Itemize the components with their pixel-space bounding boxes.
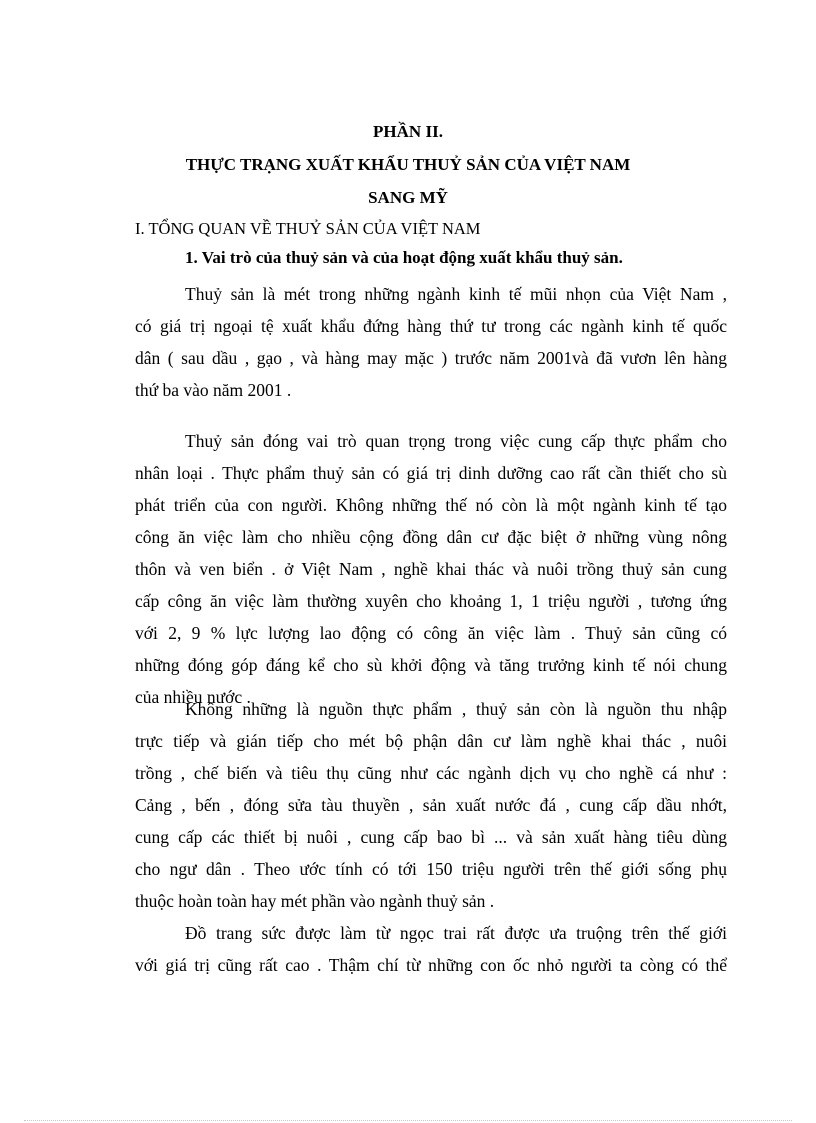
paragraph-line: trực tiếp và gián tiếp cho mét bộ phận dân cư làm nghề khai thác , nuôi (135, 731, 727, 751)
paragraph-1 (135, 278, 727, 406)
paragraph-line: với giá trị cũng rất cao . Thậm chí từ những con ốc nhỏ người ta còng có thể (135, 955, 727, 975)
paragraph-line: phát triển của con người. Không những thế nó còn là một ngành kinh tế tạo (135, 495, 727, 515)
paragraph-line: thuộc hoàn toàn hay mét phần vào ngành thuỷ sản . (135, 891, 495, 911)
paragraph-line: có giá trị ngoại tệ xuất khẩu đứng hàng thứ tư trong các ngành kinh tế quốc (135, 316, 727, 336)
paragraph-line: của nhiều nước . (135, 687, 251, 707)
paragraph-line: dân ( sau dầu , gạo , và hàng may mặc ) trước năm 2001và đã vươn lên hàng (135, 348, 727, 368)
paragraph-line: công ăn việc làm cho nhiều cộng đồng dân cư đặc biệt ở những vùng nông (135, 527, 727, 547)
paragraph-line: Thuỷ sản là mét trong những ngành kinh tế mũi nhọn của Việt Nam , (185, 284, 727, 304)
paragraph-line: thứ ba vào năm 2001 . (135, 380, 292, 400)
paragraph-2 (135, 425, 727, 713)
paragraph-line: Không những là nguồn thực phẩm , thuỷ sản còn là nguồn thu nhập (185, 699, 727, 719)
paragraph-line: Cảng , bến , đóng sửa tàu thuyền , sản xuất nước đá , cung cấp dầu nhớt, (135, 795, 727, 815)
section-title: I. TỔNG QUAN VỀ THUỶ SẢN CỦA VIỆT NAM (135, 219, 481, 238)
paragraph-line: cho ngư dân . Theo ước tính có tới 150 triệu người trên thế giới sống phụ (135, 859, 727, 879)
paragraph-line: thôn và ven biển . ở Việt Nam , nghề khai thác và nuôi trồng thuỷ sản cung (135, 559, 727, 579)
paragraph-3 (135, 693, 727, 917)
paragraph-line: những đóng góp đáng kể cho sù khởi động và tăng trưởng kinh tế nói chung (135, 655, 727, 675)
chapter-title-line-1: THỰC TRẠNG XUẤT KHẨU THUỶ SẢN CỦA VIỆT NAM (185, 155, 631, 174)
page-bottom-divider (24, 1120, 792, 1121)
subsection-title: 1. Vai trò của thuỷ sản và của hoạt động xuất khẩu thuỷ sản. (185, 248, 623, 267)
paragraph-line: nhân loại . Thực phẩm thuỷ sản có giá trị dinh dưỡng cao rất cần thiết cho sù (135, 463, 727, 483)
paragraph-line: trồng , chế biến và tiêu thụ cũng như các ngành dịch vụ cho nghề cá như : (135, 763, 727, 783)
paragraph-line: Đồ trang sức được làm từ ngọc trai rất được ưa truộng trên thế giới (185, 923, 727, 943)
paragraph-line: cung cấp các thiết bị nuôi , cung cấp bao bì ... và sản xuất hàng tiêu dùng (135, 827, 727, 847)
chapter-title-line-2: SANG MỸ (368, 188, 448, 207)
paragraph-line: cấp công ăn việc làm thường xuyên cho khoảng 1, 1 triệu người , tương ứng (135, 591, 727, 611)
paragraph-line: với 2, 9 % lực lượng lao động có công ăn việc làm . Thuỷ sản cũng có (135, 623, 727, 643)
part-heading: PHẦN II. (373, 122, 443, 141)
paragraph-4 (135, 917, 727, 981)
paragraph-line: Thuỷ sản đóng vai trò quan trọng trong việc cung cấp thực phẩm cho (185, 431, 727, 451)
